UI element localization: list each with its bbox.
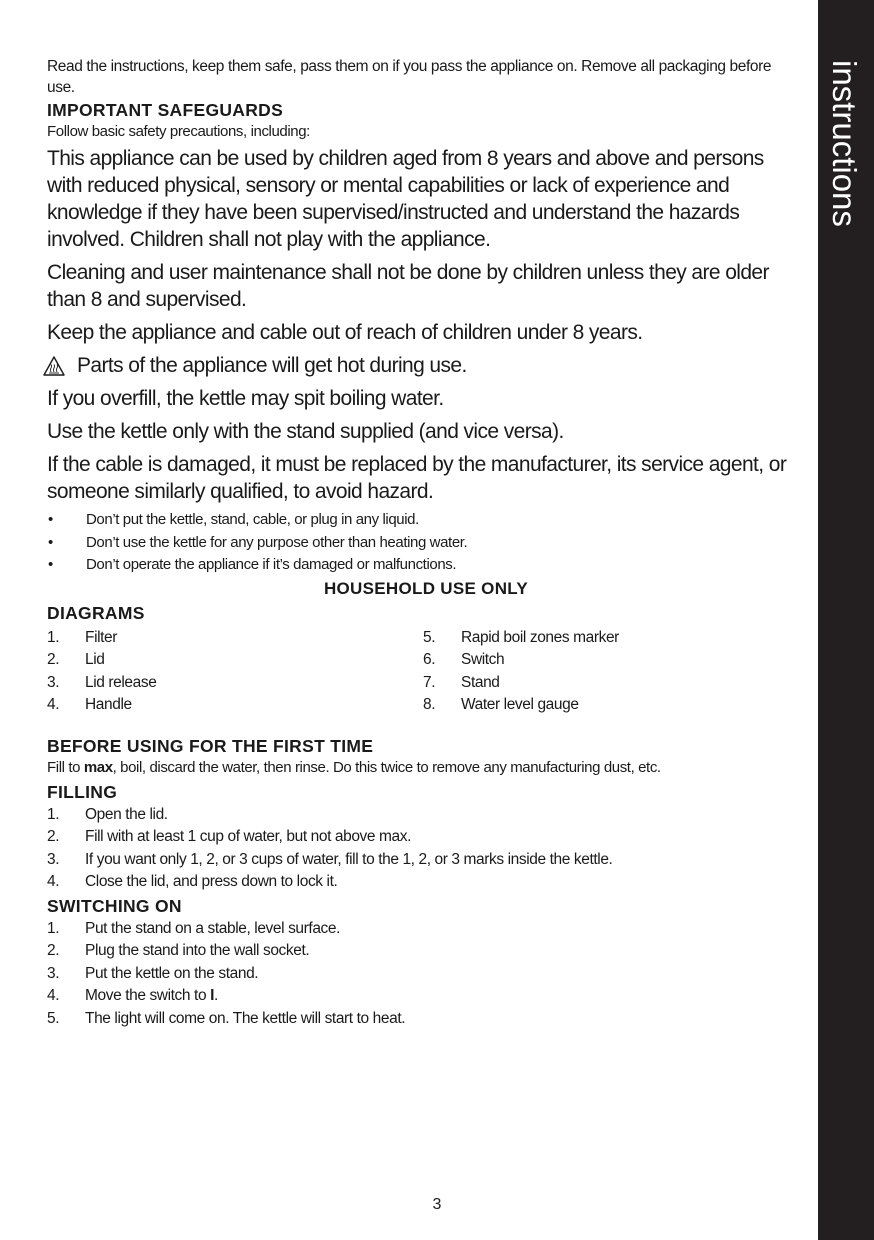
step-text: Put the stand on a stable, level surface. (85, 919, 341, 937)
hot-surface-warning-icon (43, 356, 65, 376)
diagram-legend (47, 627, 799, 717)
safeguard-paragraph: Use the kettle only with the stand supplied (and vice versa). (47, 420, 564, 443)
first-time-heading: BEFORE USING FOR THE FIRST TIME (47, 735, 374, 756)
sidebar-label: instructions (826, 60, 863, 227)
safeguards-subtitle: Follow basic safety precautions, including: (47, 123, 310, 140)
step-number: 1. (47, 805, 60, 823)
step-number: 4. (47, 987, 60, 1004)
switching-on-steps (47, 918, 799, 1031)
list-item (47, 554, 799, 577)
safeguard-paragraph: If the cable is damaged, it must be replaced by the manufacturer, its service agent, or someone similarly qualified, to avoid hazard. (47, 453, 787, 503)
first-time-text (47, 758, 799, 778)
list-item (47, 849, 799, 872)
step-number: 2. (47, 828, 60, 845)
step-text-end: . (214, 987, 218, 1004)
first-time-text-end: , boil, discard the water, then rinse. Do this twice to remove any manufacturing dust, etc. (112, 758, 661, 776)
list-item (423, 627, 799, 650)
step-number: 4. (47, 873, 60, 890)
item-label: Water level gauge (461, 696, 579, 713)
step-number: 1. (47, 919, 60, 937)
item-number: 8. (423, 696, 436, 713)
item-number: 6. (423, 651, 436, 668)
bullet-mark: • (48, 556, 53, 573)
list-item (47, 871, 799, 894)
item-number: 3. (47, 673, 60, 691)
list-item (47, 985, 799, 1008)
bullet-text: Don’t use the kettle for any purpose other than heating water. (86, 533, 468, 551)
step-number: 5. (47, 1009, 60, 1027)
first-time-text-start: Fill to (47, 758, 84, 776)
document-body (47, 56, 799, 1030)
list-item (423, 672, 799, 695)
item-number: 4. (47, 696, 60, 713)
list-item (47, 672, 423, 695)
switching-on-heading: SWITCHING ON (47, 895, 182, 916)
item-label: Stand (461, 673, 500, 691)
list-item (47, 918, 799, 941)
section-spacer (47, 717, 799, 734)
list-item (47, 826, 799, 849)
list-item (47, 532, 799, 555)
step-text-start: Move the switch to (85, 987, 211, 1004)
step-text (85, 985, 218, 1008)
list-item (47, 694, 423, 717)
safeguard-paragraph: This appliance can be used by children aged from 8 years and above and persons with reduced physical, sensory or mental capabilities or lack of experience and knowledge if they have been supervised/instructed and understand the hazards involved. Children shall not play with the appliance. (47, 147, 764, 251)
diagrams-heading: DIAGRAMS (47, 602, 145, 623)
hot-parts-warning (47, 352, 799, 379)
bullet-text: Don’t put the kettle, stand, cable, or plug in any liquid. (86, 511, 419, 528)
diagram-legend-column (423, 627, 799, 717)
list-item (47, 649, 423, 672)
item-label: Filter (85, 628, 118, 646)
item-number: 1. (47, 628, 60, 646)
list-item (47, 627, 423, 650)
safety-bullet-list (47, 509, 799, 577)
item-number: 2. (47, 651, 60, 668)
step-text: Close the lid, and press down to lock it. (85, 873, 338, 890)
safeguard-paragraph: Keep the appliance and cable out of reach of children under 8 years. (47, 321, 643, 344)
diagram-legend-column (47, 627, 423, 717)
hot-parts-warning-text: Parts of the appliance will get hot during use. (77, 354, 467, 377)
bullet-mark: • (48, 511, 53, 528)
item-label: Handle (85, 696, 132, 713)
switch-symbol: I (210, 987, 214, 1004)
list-item (47, 509, 799, 532)
list-item (47, 940, 799, 963)
max-emphasis: max (83, 758, 113, 776)
step-text: The light will come on. The kettle will start to heat. (85, 1009, 406, 1027)
intro-text: Read the instructions, keep them safe, pass them on if you pass the appliance on. Remove all packaging before use. (47, 58, 772, 96)
step-text: Fill with at least 1 cup of water, but not above max. (85, 828, 412, 845)
filling-steps (47, 804, 799, 894)
step-text: Plug the stand into the wall socket. (85, 942, 310, 959)
page-number: 3 (432, 1196, 442, 1213)
step-text: Open the lid. (85, 805, 168, 823)
item-label: Lid release (85, 673, 157, 691)
safeguards-heading: IMPORTANT SAFEGUARDS (47, 100, 284, 120)
step-number: 2. (47, 942, 60, 959)
safeguard-paragraph: Cleaning and user maintenance shall not be done by children unless they are older than 8 and supervised. (47, 261, 769, 311)
step-text: If you want only 1, 2, or 3 cups of water, fill to the 1, 2, or 3 marks inside the kettle. (85, 850, 613, 868)
list-item (47, 804, 799, 827)
household-use-notice: HOUSEHOLD USE ONLY (323, 578, 529, 598)
item-label: Lid (85, 651, 105, 668)
step-text: Put the kettle on the stand. (85, 964, 259, 982)
list-item (423, 649, 799, 672)
filling-heading: FILLING (47, 781, 118, 802)
bullet-text: Don’t operate the appliance if it’s damaged or malfunctions. (86, 556, 457, 573)
list-item (423, 694, 799, 717)
item-number: 5. (423, 628, 436, 646)
step-number: 3. (47, 964, 60, 982)
bullet-mark: • (48, 533, 53, 551)
list-item (47, 1008, 799, 1031)
item-label: Switch (461, 651, 505, 668)
list-item (47, 963, 799, 986)
item-number: 7. (423, 673, 436, 691)
sidebar-tab (818, 0, 874, 1240)
safeguard-paragraph: If you overfill, the kettle may spit boiling water. (47, 387, 444, 410)
item-label: Rapid boil zones marker (461, 628, 619, 646)
step-number: 3. (47, 850, 60, 868)
